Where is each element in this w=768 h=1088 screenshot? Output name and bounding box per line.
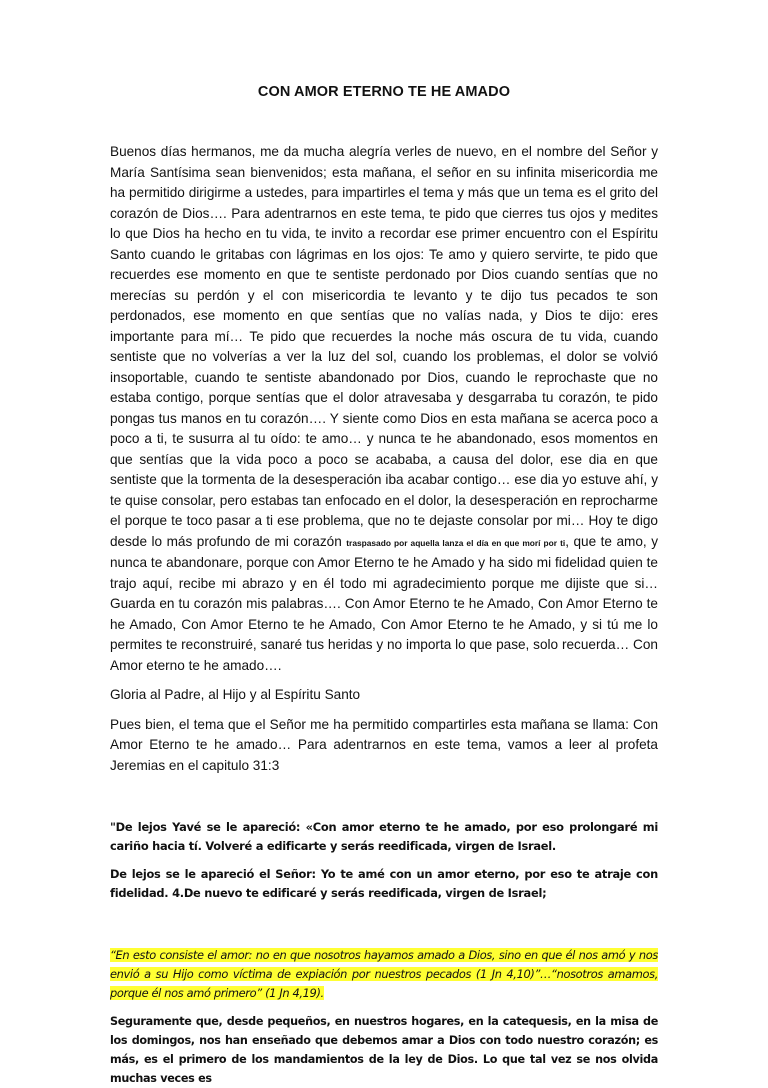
closing-paragraph: Seguramente que, desde pequeños, en nuestros hogares, en la catequesis, en la misa de los domingos, nos han enseñado que debemos amar a Dios con todo nuestro corazón; es más, es el primero de los mandamientos de la ley de Dios. Lo que tal vez se nos olvida muchas veces es (110, 1015, 658, 1085)
document-title: CON AMOR ETERNO TE HE AMADO (257, 84, 511, 100)
document-page (110, 84, 658, 1088)
intro-text-part1: Buenos días hermanos, me da mucha alegría verles de nuevo, en el nombre del Señor y María Santísima sean bienvenidos; esta mañana, el señor en su infinita misericordia me ha permitido dirigirme a ustedes, para impartirles el tema y más que un tema es el grito del corazón de Dios…. Para adentrarnos en este tema, te pido que cierres tus ojos y medites lo que Dios ha hecho en tu vida, te invito a recordar ese primer encuentro con el Espíritu Santo cuando le gritabas con lágrimas en los ojos: Te amo y quiero servirte, te pido que recuerdes ese momento en que te sentiste perdonado por Dios cuando sentías que no merecías su perdón y el con misericordia te levanto y te dijo tus pecados te son perdonados, ese momento en que sentías que no valías nada, y Dios te dijo: eres importante para mí… Te pido que recuerdes la noche más oscura de tu vida, cuando sentiste que no volverías a ver la luz del sol, cuando los problemas, el dolor se volvió insoportable, cuando te sentiste abandonado por Dios, cuando le reprochaste que no estaba contigo, porque sentías que el dolor atravesaba y desgarraba tu corazón, te pido pongas tus manos en tu corazón…. Y siente como Dios en esta mañana se acerca poco a poco a ti, te susurra al tu oído: te amo… y nunca te he abandonado, esos momentos en que sentías que la vida poco a poco se acababa, a causa del dolor, ese dia en que sentiste que la tormenta de la desesperación iba acabar contigo… ese dia yo estuve ahí, y te quise consolar, pero estabas tan enfocado en el dolor, la desesperación en reprocharme el porque te toco pasar a ti ese problema, que no te dejaste consolar por mi… Hoy te digo desde lo más profundo de mi corazón (110, 144, 658, 549)
intro-text-part2: , que te amo, y nunca te abandonare, porque con Amor Eterno te he Amado y ha sido mi fidelidad quien te trajo aquí, recibe mi abrazo y en él todo mi agradecimiento porque me dijiste que si… Guarda en tu corazón mis palabras…. Con Amor Eterno te he Amado, Con Amor Eterno te he Amado, Con Amor Eterno te he Amado, Con Amor Eterno te he Amado, y si tú me lo permites te reconstruiré, sanaré tus heridas y no importa lo que pase, solo recuerda… Con Amor eterno te he amado…. (110, 533, 658, 673)
highlighted-quote-text: “En esto consiste el amor: no en que nosotros hayamos amado a Dios, sino en que él nos amó y nos envió a su Hijo como víctima de expiación por nuestros pecados (1 Jn 4,10)”…“nosotros amamos, porque él nos amó primero” (1 Jn 4,19). (110, 948, 658, 1000)
jeremias-quote-1: "De lejos Yavé se le apareció: «Con amor eterno te he amado, por eso prolongaré mi cariño hacia tí. Volveré a edificarte y serás reedificada, virgen de Israel. (110, 820, 658, 853)
spacer (110, 785, 658, 818)
intro-paragraph (110, 142, 658, 676)
spacer (110, 912, 658, 946)
jeremias-quote-2: De lejos se le apareció el Señor: Yo te amé con un amor eterno, por eso te atraje con fidelidad. 4.De nuevo te edificaré y serás reedificada, virgen de Israel; (110, 867, 658, 900)
gloria-paragraph: Gloria al Padre, al Hijo y al Espíritu Santo (110, 687, 361, 702)
theme-paragraph: Pues bien, el tema que el Señor me ha permitido compartirles esta mañana se llama: Con Amor Eterno te he amado… Para adentrarnos en este tema, vamos a leer al profeta Jeremias en el capitulo 31:3 (110, 716, 658, 773)
intro-small-text: traspasado por aquella lanza el día en que morí por ti (346, 537, 566, 548)
highlighted-quote (110, 946, 658, 1003)
